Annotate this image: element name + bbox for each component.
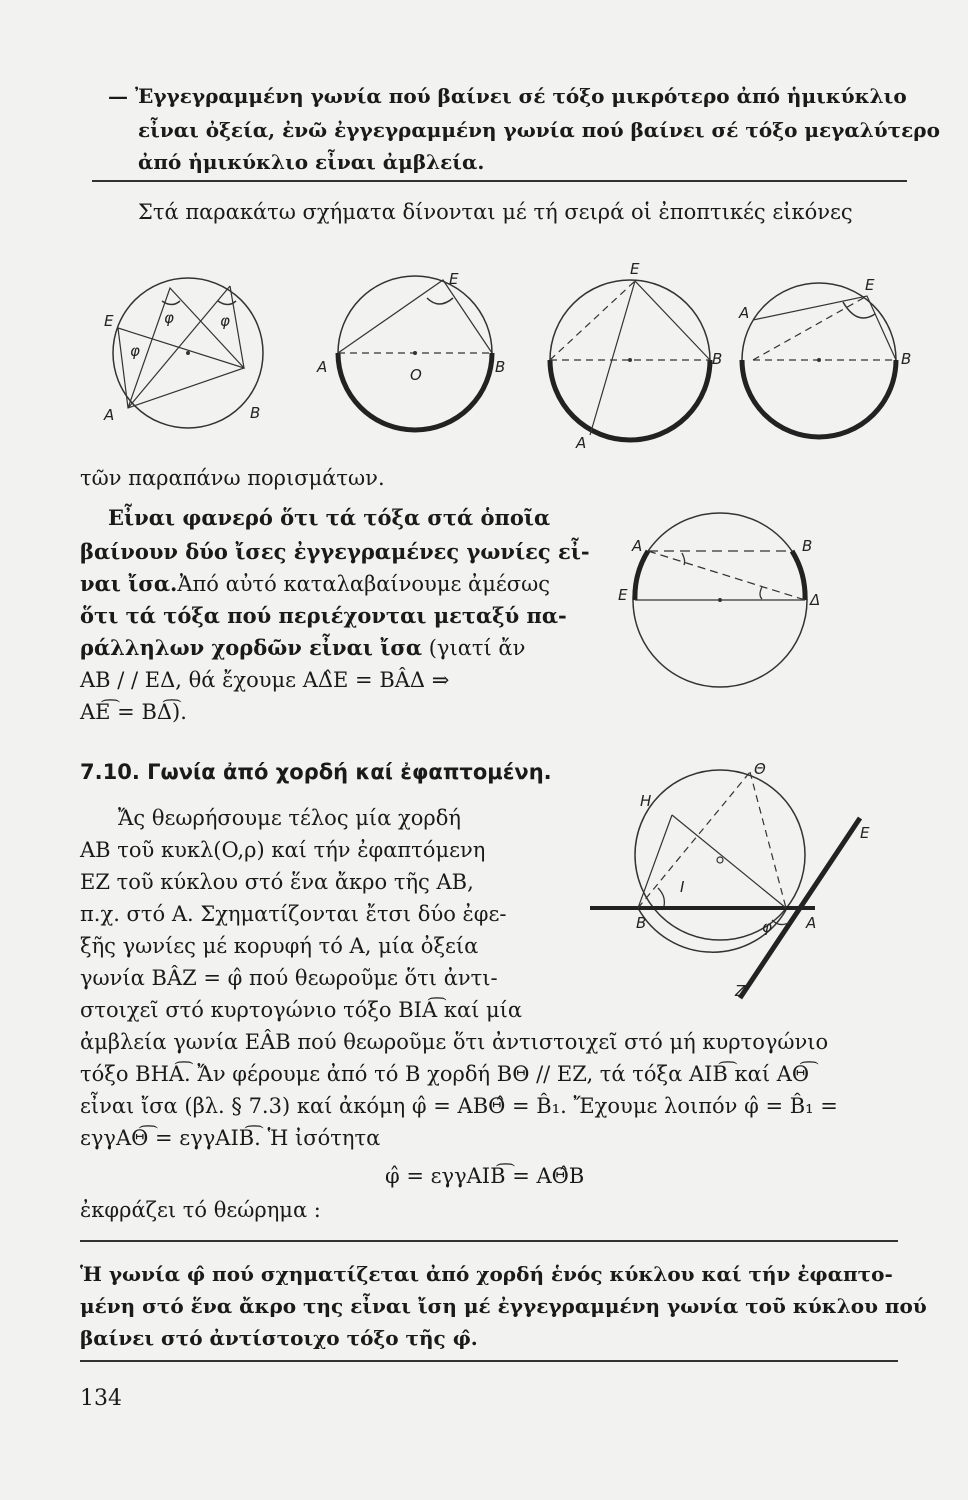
angle-arc-fig2 xyxy=(427,298,453,304)
center-dot-fig2 xyxy=(413,351,417,355)
tangent-line-1: Ἄς θεωρήσουμε τέλος μία χορδή xyxy=(118,806,461,830)
corollary-line-1: — Ἐγγεγραμμένη γωνία πού βαίνει σέ τόξο μικρότερο ἀπό ἡμικύκλιο xyxy=(108,84,907,108)
angle-lines-3 xyxy=(128,286,230,408)
theorem-line-3: βαίνει στό ἀντίστοιχο τόξο τῆς φ̂. xyxy=(80,1326,478,1350)
label-A-fig6: A xyxy=(806,914,817,932)
figures-caption-line-1: Στά παρακάτω σχήματα δίνονται μέ τή σειρά οἱ ἐποπτικές εἰκόνες xyxy=(138,200,853,224)
label-phi-1: φ xyxy=(164,309,174,327)
diagonal-AD xyxy=(648,551,805,600)
label-B-fig3: B xyxy=(712,350,723,368)
label-phi-2: φ xyxy=(220,312,230,330)
label-E-fig4: E xyxy=(865,276,875,294)
tangent-line-7: στοιχεῖ στό κυρτογώνιο τόξο BIA͡ καί μία xyxy=(80,998,523,1022)
bold-arc-fig3 xyxy=(550,360,710,440)
center-dot-fig4 xyxy=(817,358,821,362)
page-number: 134 xyxy=(80,1386,122,1411)
divider-theorem-bottom xyxy=(80,1360,898,1362)
figures-caption-line-2: τῶν παραπάνω πορισμάτων. xyxy=(80,466,385,490)
label-phi-fig6: φ xyxy=(762,918,772,936)
parallel-line-7: AE͡ = BΔ͡). xyxy=(80,700,187,724)
label-phi-3: φ xyxy=(130,342,140,360)
parallel-line-5-rest: (γιατί ἄν xyxy=(422,636,526,660)
tangent-line-12: ἐκφράζει τό θεώρημα : xyxy=(80,1198,321,1222)
divider-theorem-top xyxy=(80,1240,898,1242)
corollary-line-2: εἶναι ὀξεία, ἐνῶ ἐγγεγραμμένη γωνία πού βαίνει σέ τόξο μεγαλύτερο xyxy=(138,118,940,142)
label-Theta: Θ xyxy=(754,760,766,778)
tangent-line-10: εἶναι ἴσα (βλ. § 7.3) καί ἀκόμη φ̂ = ABΘ̂ = B̂₁. Ἔχουμε λοιπόν φ̂ = B̂₁ = xyxy=(80,1094,838,1118)
bold-arc-left xyxy=(635,551,648,600)
tangent-line-9: τόξο BHA͡. Ἄν φέρουμε ἀπό τό B χορδή BΘ // EZ, τά τόξα AIB͡ καί AΘ͡ xyxy=(80,1062,810,1086)
inscribed-lines-fig4 xyxy=(753,296,896,360)
label-Z: Z xyxy=(735,982,746,1000)
label-D-fig5: Δ xyxy=(810,591,821,609)
figure-obtuse-angle xyxy=(735,268,925,438)
parallel-line-5 xyxy=(80,632,525,664)
bold-arc-fig4 xyxy=(742,360,896,437)
circle-fig6 xyxy=(635,770,805,940)
label-A-fig2: A xyxy=(317,358,328,376)
figure-chord-tangent xyxy=(580,760,880,1015)
label-E-fig6: E xyxy=(860,824,870,842)
angle-arc-B xyxy=(658,888,664,906)
tangent-line-3: EZ τοῦ κύκλου στό ἕνα ἄκρο τῆς AB, xyxy=(80,870,474,894)
dashed-1 xyxy=(753,296,867,360)
theorem-line-1: Ἡ γωνία φ̂ πού σχηματίζεται ἀπό χορδή ἑνός κύκλου καί τήν ἐφαπτο- xyxy=(80,1262,893,1286)
tangent-line-5: ξῆς γωνίες μέ κορυφή τό A, μία ὀξεία xyxy=(80,934,479,958)
inscribed-lines xyxy=(338,280,492,353)
label-H: H xyxy=(640,792,652,810)
label-A: A xyxy=(104,406,115,424)
label-B-fig2: B xyxy=(495,358,506,376)
chord-ThetaA xyxy=(750,772,786,908)
chord-BTheta xyxy=(638,772,750,908)
label-B-fig4: B xyxy=(901,350,912,368)
parallel-line-1-text: Εἶναι φανερό ὅτι τά τόξα στά ὁποῖα xyxy=(108,505,551,530)
parallel-line-5-bold: ράλληλων χορδῶν εἶναι ἴσα xyxy=(80,635,423,660)
center-dot-fig6 xyxy=(717,857,723,863)
label-A-fig4: A xyxy=(739,304,750,322)
center-dot-fig5 xyxy=(718,598,722,602)
parallel-line-3 xyxy=(80,568,550,600)
corollary-line-3: ἀπό ἡμικύκλιο εἶναι ἀμβλεία. xyxy=(138,150,485,174)
center-dot-fig3 xyxy=(628,358,632,362)
label-E-fig5: E xyxy=(618,586,628,604)
chord-HB xyxy=(638,815,672,908)
label-A-fig5: A xyxy=(632,537,643,555)
angle-mark-A xyxy=(682,553,685,565)
parallel-line-2: βαίνουν δύο ἴσες ἐγγεγραμένες γωνίες εἶ- xyxy=(80,539,590,564)
parallel-line-1 xyxy=(108,502,550,534)
figure-acute-angle xyxy=(540,260,730,450)
tangent-line-4: π.χ. στό A. Σχηματίζονται ἔτσι δύο ἐφε- xyxy=(80,902,507,926)
bold-arc-fig2 xyxy=(338,353,492,430)
figure-equal-inscribed-angles xyxy=(100,268,280,428)
bold-arc-right xyxy=(792,551,805,600)
chord-HA xyxy=(672,815,786,908)
angle-mark-D xyxy=(760,587,762,599)
side-dashed xyxy=(550,281,635,360)
theorem-line-2: μένη στό ἕνα ἄκρο της εἶναι ἴση μέ ἐγγεγραμμένη γωνία τοῦ κύκλου πού xyxy=(80,1294,927,1318)
figure-parallel-chords xyxy=(612,505,852,700)
tangent-line-6: γωνία BÂZ = φ̂ πού θεωροῦμε ὅτι ἀντι- xyxy=(80,966,498,990)
parallel-line-3-rest: Ἀπό αὐτό καταλαβαίνουμε ἀμέσως xyxy=(177,572,550,596)
divider-top xyxy=(92,180,907,182)
label-A-fig3: A xyxy=(576,434,587,452)
label-O: O xyxy=(410,366,422,384)
parallel-line-3-bold: ναι ἴσα. xyxy=(80,571,178,596)
tangent-line-8: ἀμβλεία γωνία EÂB πού θεωροῦμε ὅτι ἀντιστοιχεῖ στό μή κυρτογώνιο xyxy=(80,1030,829,1054)
tangent-line-11: εγγAΘ͡ = εγγAIB͡. Ἡ ἰσότητα xyxy=(80,1126,381,1150)
label-E: E xyxy=(104,312,114,330)
label-E-fig3: E xyxy=(630,260,640,278)
label-E-fig2: E xyxy=(449,270,459,288)
label-B-fig6: B xyxy=(636,914,647,932)
center-dot xyxy=(186,351,190,355)
figure-semicircle-angle xyxy=(315,268,515,428)
section-title: 7.10. Γωνία ἀπό χορδή καί ἐφαπτομένη. xyxy=(80,760,552,784)
label-I-fig6: I xyxy=(680,878,685,896)
label-B: B xyxy=(250,404,261,422)
parallel-line-4: ὅτι τά τόξα πού περιέχονται μεταξύ πα- xyxy=(80,603,567,628)
parallel-line-6: AB / / EΔ, θά ἔχουμε AΔ̂E = BÂΔ ⇒ xyxy=(80,668,450,692)
tangent-line-2: AB τοῦ κυκλ(O,ρ) καί τήν ἐφαπτόμενη xyxy=(80,838,486,862)
label-B-fig5: B xyxy=(802,537,813,555)
equation: φ̂ = εγγAIB͡ = AΘ̂B xyxy=(385,1164,585,1188)
